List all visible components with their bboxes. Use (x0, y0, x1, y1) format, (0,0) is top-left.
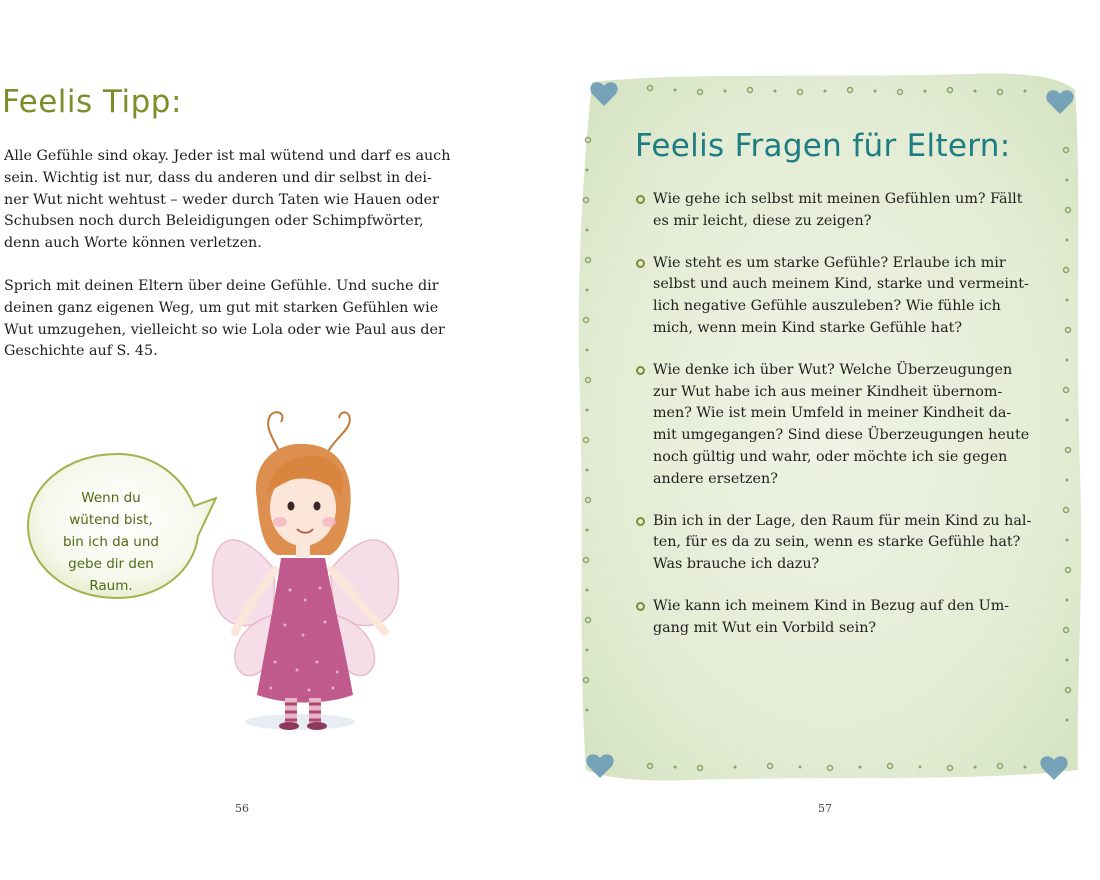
bullet-ring-icon (636, 517, 645, 526)
speech-bubble-text: Wenn du wütend bist, bin ich da und gebe dir den Raum. (62, 490, 159, 594)
question-item: Wie denke ich über Wut? Welche Überzeugungen zur Wut habe ich aus meiner Kindheit übernom- men? Wie ist mein Umfeld in meiner Kindheit da- mit umgegangen? Sind diese Überzeugungen heute noch gültig und wahr, oder möchte ich sie gegen andere ersetzen? (636, 360, 1036, 491)
bullet-ring-icon (636, 259, 645, 268)
question-list (636, 189, 1036, 660)
question-item: Wie gehe ich selbst mit meinen Gefühlen um? Fällt es mir leicht, diese zu zeigen? (636, 189, 1036, 233)
page-number-left: 56 (235, 802, 249, 815)
question-item: Bin ich in der Lage, den Raum für mein Kind zu hal- ten, für es da zu sein, wenn es starke Gefühle hat? Was brauche ich dazu? (636, 511, 1036, 576)
bullet-ring-icon (636, 195, 645, 204)
bullet-ring-icon (636, 602, 645, 611)
feelis-tipp-heading: Feelis Tipp: (2, 84, 182, 120)
tipp-paragraph-2: Sprich mit deinen Eltern über deine Gefühle. Und suche dir deinen ganz eigenen Weg, um gut mit starken Gefühlen wie Wut umzugehen, vielleicht so wie Lola oder wie Paul aus der Geschichte auf S. 45. (4, 278, 445, 360)
tipp-paragraph-1: Alle Gefühle sind okay. Jeder ist mal wütend und darf es auch sein. Wichtig ist nur, dass du anderen und dir selbst in dei- ner Wut nicht wehtust – weder durch Taten wie Hauen oder Schubsen noch durch Beleidigungen oder Schimpfwörter, denn auch Worte können verletzen. (4, 148, 451, 252)
question-item: Wie kann ich meinem Kind in Bezug auf den Um- gang mit Wut ein Vorbild sein? (636, 596, 1036, 640)
bullet-ring-icon (636, 366, 645, 375)
feelis-fragen-heading: Feelis Fragen für Eltern: (635, 128, 1011, 164)
question-item: Wie steht es um starke Gefühle? Erlaube ich mir selbst und auch meinem Kind, starke und vermeint- lich negative Gefühle auszuleben? Wie fühle ich mich, wenn mein Kind starke Gefühle hat? (636, 253, 1036, 340)
fairy-illustration (205, 400, 410, 750)
page-number-right: 57 (818, 802, 832, 815)
